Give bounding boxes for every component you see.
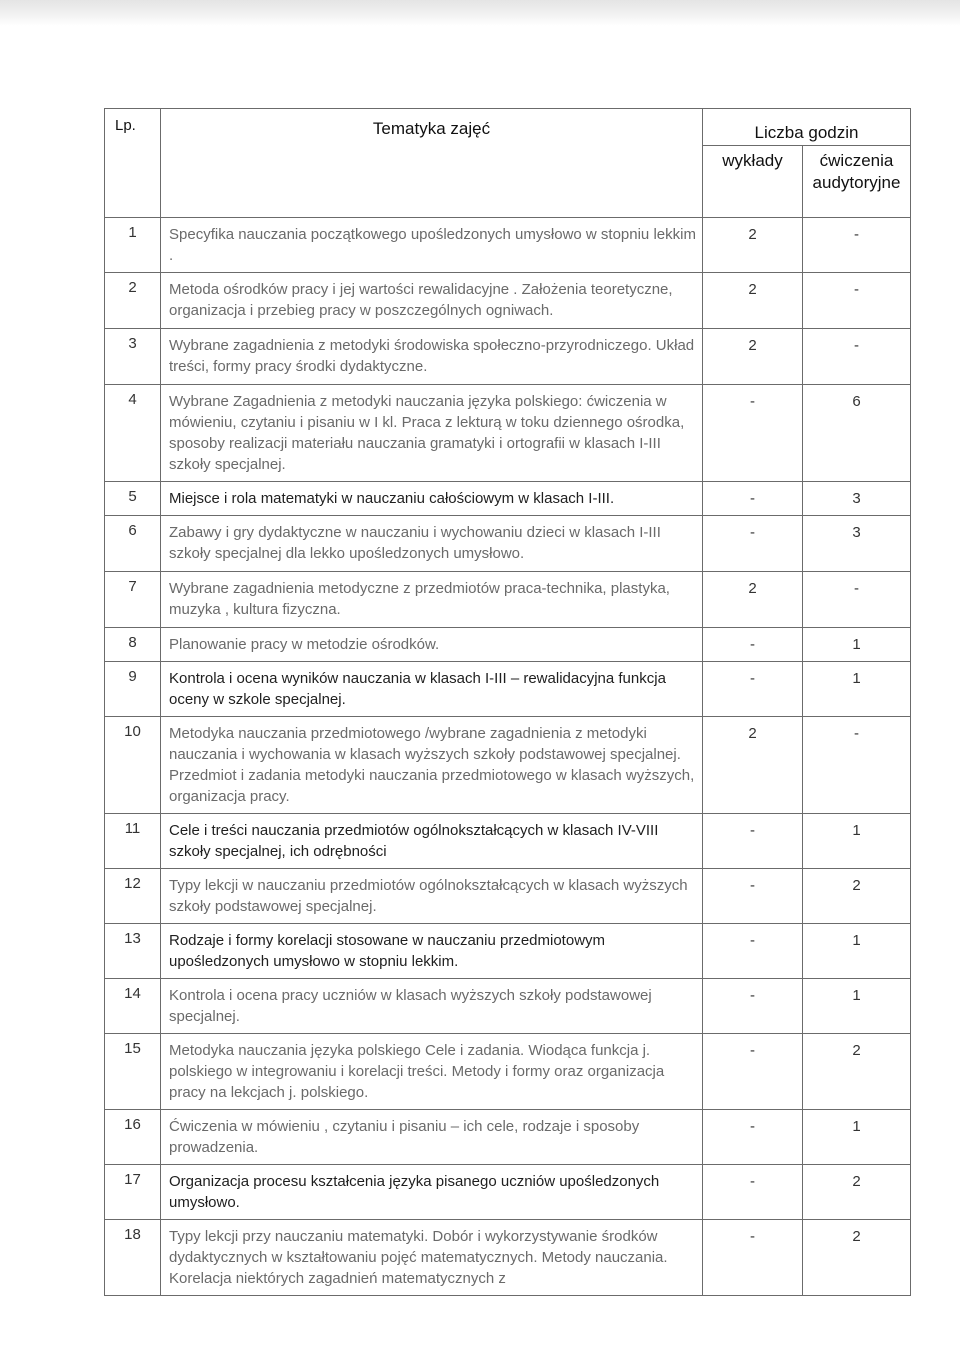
row-exercises-hours: 3	[803, 482, 911, 516]
row-topic: Wybrane zagadnienia z metodyki środowiska społeczno-przyrodniczego. Układ treści, formy pracy środki dydaktyczne.	[161, 329, 703, 385]
row-lectures-hours: -	[703, 869, 803, 924]
row-number: 5	[105, 482, 161, 516]
scan-top-edge	[0, 0, 960, 26]
row-exercises-hours: 1	[803, 1110, 911, 1165]
row-lectures-hours: -	[703, 1220, 803, 1296]
table-row	[105, 329, 911, 385]
row-lectures-hours: 2	[703, 329, 803, 385]
row-lectures-hours: 2	[703, 572, 803, 628]
row-exercises-hours: -	[803, 273, 911, 329]
table-row	[105, 516, 911, 572]
row-lectures-hours: -	[703, 628, 803, 662]
row-exercises-hours: 1	[803, 924, 911, 979]
table-row	[105, 1220, 911, 1296]
row-topic: Specyfika nauczania początkowego upośledzonych umysłowo w stopniu lekkim .	[161, 218, 703, 273]
table-row	[105, 1165, 911, 1220]
table-row	[105, 1034, 911, 1110]
row-topic: Cele i treści nauczania przedmiotów ogólnokształcących w klasach IV-VIII szkoły specjalnej, ich odrębności	[161, 814, 703, 869]
table-row	[105, 662, 911, 717]
row-exercises-hours: -	[803, 717, 911, 814]
table-row	[105, 385, 911, 482]
row-number: 15	[105, 1034, 161, 1110]
table-body	[105, 218, 911, 1296]
row-exercises-hours: -	[803, 329, 911, 385]
row-number: 9	[105, 662, 161, 717]
row-lectures-hours: -	[703, 385, 803, 482]
row-number: 3	[105, 329, 161, 385]
header-lectures: wykłady	[703, 146, 803, 218]
table-row	[105, 572, 911, 628]
header-lp: Lp.	[105, 109, 161, 218]
row-exercises-hours: 1	[803, 662, 911, 717]
table-row	[105, 482, 911, 516]
table-header	[105, 109, 911, 218]
row-topic: Typy lekcji w nauczaniu przedmiotów ogólnokształcących w klasach wyższych szkoły podstawowej specjalnej.	[161, 869, 703, 924]
table-row	[105, 273, 911, 329]
row-topic: Zabawy i gry dydaktyczne w nauczaniu i wychowaniu dzieci w klasach I-III szkoły specjalnej dla lekko upośledzonych umysłowo.	[161, 516, 703, 572]
row-lectures-hours: -	[703, 1034, 803, 1110]
row-lectures-hours: -	[703, 979, 803, 1034]
row-lectures-hours: -	[703, 482, 803, 516]
row-lectures-hours: -	[703, 1110, 803, 1165]
table-row	[105, 924, 911, 979]
row-number: 11	[105, 814, 161, 869]
row-exercises-hours: 6	[803, 385, 911, 482]
row-lectures-hours: -	[703, 1165, 803, 1220]
row-topic: Typy lekcji przy nauczaniu matematyki. Dobór i wykorzystywanie środków dydaktycznych w kształtowaniu pojęć matematycznych. Metody nauczania. Korelacja niektórych zagadnień matematycznych z	[161, 1220, 703, 1296]
header-hours: Liczba godzin	[703, 109, 911, 146]
row-lectures-hours: -	[703, 924, 803, 979]
row-topic: Metodyka nauczania języka polskiego Cele i zadania. Wiodąca funkcja j. polskiego w integrowaniu i korelacji treści. Metody i formy oraz organizacja pracy na lekcjach j. polskiego.	[161, 1034, 703, 1110]
table-row	[105, 1110, 911, 1165]
row-lectures-hours: 2	[703, 717, 803, 814]
table-row	[105, 869, 911, 924]
row-topic: Ćwiczenia w mówieniu , czytaniu i pisaniu – ich cele, rodzaje i sposoby prowadzenia.	[161, 1110, 703, 1165]
row-number: 8	[105, 628, 161, 662]
row-topic: Rodzaje i formy korelacji stosowane w nauczaniu przedmiotowym upośledzonych umysłowo w stopniu lekkim.	[161, 924, 703, 979]
row-exercises-hours: 2	[803, 1220, 911, 1296]
curriculum-table	[104, 108, 911, 1296]
row-topic: Metoda ośrodków pracy i jej wartości rewalidacyjne . Założenia teoretyczne, organizacja i przebieg pracy w poszczególnych ogniwach.	[161, 273, 703, 329]
row-number: 13	[105, 924, 161, 979]
row-topic: Wybrane zagadnienia metodyczne z przedmiotów praca-technika, plastyka, muzyka , kultura fizyczna.	[161, 572, 703, 628]
row-exercises-hours: 2	[803, 869, 911, 924]
row-exercises-hours: -	[803, 218, 911, 273]
row-number: 17	[105, 1165, 161, 1220]
row-number: 7	[105, 572, 161, 628]
row-lectures-hours: -	[703, 814, 803, 869]
curriculum-table-container	[104, 108, 910, 1287]
row-exercises-hours: 1	[803, 628, 911, 662]
table-row	[105, 814, 911, 869]
table-row	[105, 717, 911, 814]
row-topic: Organizacja procesu kształcenia języka pisanego uczniów upośledzonych umysłowo.	[161, 1165, 703, 1220]
row-exercises-hours: 1	[803, 814, 911, 869]
row-number: 14	[105, 979, 161, 1034]
header-exercises: ćwiczenia audytoryjne	[803, 146, 911, 218]
row-topic: Miejsce i rola matematyki w nauczaniu całościowym w klasach I-III.	[161, 482, 703, 516]
row-exercises-hours: 2	[803, 1034, 911, 1110]
row-topic: Metodyka nauczania przedmiotowego /wybrane zagadnienia z metodyki nauczania i wychowania w klasach wyższych szkoły podstawowej specjalnej. Przedmiot i zadania metodyki nauczania przedmiotowego w klasach wyższych, organizacja pracy.	[161, 717, 703, 814]
header-topic: Tematyka zajęć	[161, 109, 703, 218]
row-number: 16	[105, 1110, 161, 1165]
row-lectures-hours: 2	[703, 273, 803, 329]
row-exercises-hours: -	[803, 572, 911, 628]
row-number: 6	[105, 516, 161, 572]
row-number: 2	[105, 273, 161, 329]
table-row	[105, 628, 911, 662]
table-row	[105, 979, 911, 1034]
row-exercises-hours: 2	[803, 1165, 911, 1220]
table-row	[105, 218, 911, 273]
row-number: 12	[105, 869, 161, 924]
row-lectures-hours: -	[703, 662, 803, 717]
row-lectures-hours: -	[703, 516, 803, 572]
row-number: 4	[105, 385, 161, 482]
row-topic: Wybrane Zagadnienia z metodyki nauczania języka polskiego: ćwiczenia w mówieniu, czytaniu i pisaniu w I kl. Praca z lekturą w toku dziennego ośrodka, sposoby realizacji materiału nauczania gramatyki i ortografii w klasach I-III szkoły specjalnej.	[161, 385, 703, 482]
row-exercises-hours: 3	[803, 516, 911, 572]
row-lectures-hours: 2	[703, 218, 803, 273]
row-number: 10	[105, 717, 161, 814]
row-exercises-hours: 1	[803, 979, 911, 1034]
row-number: 1	[105, 218, 161, 273]
row-topic: Planowanie pracy w metodzie ośrodków.	[161, 628, 703, 662]
row-number: 18	[105, 1220, 161, 1296]
row-topic: Kontrola i ocena wyników nauczania w klasach I-III – rewalidacyjna funkcja oceny w szkole specjalnej.	[161, 662, 703, 717]
row-topic: Kontrola i ocena pracy uczniów w klasach wyższych szkoły podstawowej specjalnej.	[161, 979, 703, 1034]
